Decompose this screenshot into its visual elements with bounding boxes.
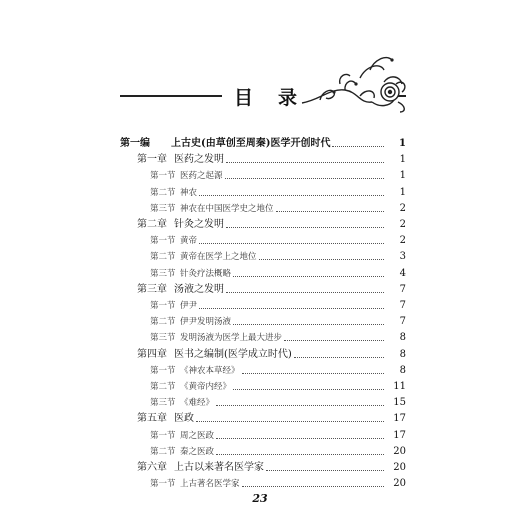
toc-leader-dots: [226, 292, 384, 293]
toc-entry-title: 针灸疗法概略: [180, 268, 232, 279]
toc-entry-page: 8: [399, 364, 406, 376]
toc-entry-label: 第四章: [137, 348, 167, 360]
toc-entry-title: 医政: [174, 413, 194, 425]
toc-entry-title: 伊尹发明汤液: [180, 317, 232, 328]
toc-entry-page: 3: [399, 251, 406, 263]
toc-entry[interactable]: [0, 428, 520, 444]
toc-entry[interactable]: [0, 363, 520, 379]
toc-entry[interactable]: [0, 298, 520, 314]
toc-entry-page: 17: [393, 413, 406, 425]
toc-leader-dots: [233, 276, 384, 277]
toc-entry-page: 7: [399, 316, 406, 328]
toc-entry-label: 第一节: [150, 301, 176, 311]
toc-entry-label: 第三章: [137, 283, 167, 295]
toc-entry-label: 第一节: [150, 365, 176, 376]
toc-entry[interactable]: [0, 347, 520, 363]
toc-entry[interactable]: [0, 460, 520, 476]
toc-leader-dots: [276, 211, 384, 212]
toc-entry-title: 针灸之发明: [174, 219, 224, 230]
toc-entry[interactable]: [0, 282, 520, 298]
toc-entry-page: 2: [399, 235, 406, 247]
toc-leader-dots: [199, 195, 384, 196]
toc-leader-dots: [332, 146, 384, 147]
page-number: 23: [252, 492, 268, 505]
toc-entry-page: 17: [393, 429, 406, 441]
floral-ornament: [300, 48, 410, 118]
toc-entry[interactable]: [0, 330, 520, 346]
toc-entry[interactable]: [0, 152, 520, 168]
header-rule-right: [398, 95, 406, 97]
toc-leader-dots: [216, 405, 384, 406]
toc-entry-label: 第二节: [150, 252, 176, 263]
toc-leader-dots: [294, 357, 384, 358]
toc-entry-label: 第五章: [137, 413, 167, 425]
toc-entry-title: 周之医政: [180, 430, 215, 441]
toc-entry-title: 黄帝在医学上之地位: [180, 252, 257, 263]
toc-entry-title: 神农在中国医学史之地位: [180, 203, 274, 214]
toc-entry-label: 第二节: [150, 382, 176, 392]
toc-entry-title: 医药之发明: [174, 154, 224, 166]
toc-entry[interactable]: [0, 168, 520, 184]
toc-entry-label: 第二节: [150, 187, 176, 198]
toc-leader-dots: [199, 308, 384, 309]
toc-entry-label: 第二节: [150, 446, 176, 457]
toc-entry-label: 第三节: [150, 203, 176, 214]
toc-leader-dots: [226, 162, 384, 163]
toc-entry-label: 第三节: [150, 268, 176, 279]
toc-entry[interactable]: [0, 266, 520, 282]
toc-entry-page: 20: [393, 445, 406, 457]
toc-entry-title: 秦之医政: [180, 446, 215, 457]
toc-entry-page: 1: [399, 154, 406, 166]
toc-entry-page: 8: [399, 332, 406, 344]
toc-entry-label: 第一章: [137, 154, 167, 166]
toc-entry-page: 20: [393, 462, 406, 473]
toc-entry-page: 1: [399, 138, 406, 149]
toc-leader-dots: [216, 438, 384, 439]
toc-entry-label: 第一节: [150, 236, 176, 247]
title-char-lu: 录: [278, 87, 298, 109]
toc-entry-label: 第一节: [150, 171, 176, 182]
toc-leader-dots: [233, 389, 384, 390]
toc-leader-dots: [216, 454, 384, 455]
toc-entry-title: 发明汤液为医学上最大进步: [180, 333, 283, 344]
toc-entry-page: 1: [399, 186, 406, 198]
toc-entry-label: 第一节: [150, 430, 176, 441]
toc-leader-dots: [266, 470, 384, 471]
toc-entry-title: 上古史(由草创至周秦)医学开创时代: [171, 138, 331, 149]
toc-entry[interactable]: [0, 136, 520, 152]
toc-entry-title: 《黄帝内经》: [180, 382, 232, 392]
toc-leader-dots: [242, 486, 384, 487]
toc-entry-page: 2: [399, 202, 406, 214]
toc-entry[interactable]: [0, 185, 520, 201]
toc-entry[interactable]: [0, 314, 520, 330]
toc-entry[interactable]: [0, 444, 520, 460]
toc-entry-title: 上古以来著名医学家: [174, 462, 264, 473]
toc-entry-title: 《难经》: [180, 398, 215, 409]
toc-entry-page: 20: [393, 478, 406, 490]
toc-entry-label: 第一节: [150, 479, 176, 490]
toc-entry-title: 上古著名医学家: [180, 479, 240, 490]
toc-entry-title: 医书之编制(医学成立时代): [174, 348, 292, 360]
toc-entry-page: 7: [399, 283, 406, 295]
toc-entry[interactable]: [0, 217, 520, 233]
toc-entry-label: 第一编: [120, 138, 150, 149]
toc-entry-page: 11: [393, 381, 406, 392]
toc-leader-dots: [242, 373, 384, 374]
toc-entry-title: 黄帝: [180, 236, 198, 247]
toc-entry-page: 2: [399, 219, 406, 230]
toc-entry[interactable]: [0, 249, 520, 265]
toc-leader-dots: [226, 227, 384, 228]
toc-entry[interactable]: [0, 411, 520, 427]
toc-leader-dots: [284, 340, 384, 341]
toc-entry-title: 医药之起源: [180, 171, 223, 182]
toc-leader-dots: [259, 259, 384, 260]
toc-entry-page: 15: [393, 397, 406, 409]
toc-entry[interactable]: [0, 395, 520, 411]
toc-entry-label: 第三节: [150, 333, 176, 344]
toc-entry-page: 4: [399, 267, 406, 279]
toc-entry-title: 《神农本草经》: [180, 365, 240, 376]
toc-entry-label: 第六章: [137, 462, 167, 473]
toc-entry-page: 8: [399, 348, 406, 360]
header-rule-left: [120, 95, 222, 97]
toc-entry-title: 伊尹: [180, 301, 198, 311]
toc-leader-dots: [196, 421, 384, 422]
toc-entry-label: 第三节: [150, 398, 176, 409]
toc-entry-label: 第二节: [150, 317, 176, 328]
toc-entry[interactable]: [0, 233, 520, 249]
toc-entry[interactable]: [0, 476, 520, 492]
toc-entry-title: 神农: [180, 187, 198, 198]
toc-entry-label: 第二章: [137, 219, 167, 230]
toc-entry-page: 1: [399, 170, 406, 182]
toc-leader-dots: [225, 178, 384, 179]
page-header: [0, 0, 520, 130]
toc-entry-title: 汤液之发明: [174, 283, 224, 295]
toc-leader-dots: [233, 324, 384, 325]
toc-leader-dots: [199, 243, 384, 244]
toc-entry[interactable]: [0, 201, 520, 217]
title-char-mu: 目: [234, 87, 254, 109]
toc-entry-page: 7: [399, 300, 406, 311]
toc-entry[interactable]: [0, 379, 520, 395]
